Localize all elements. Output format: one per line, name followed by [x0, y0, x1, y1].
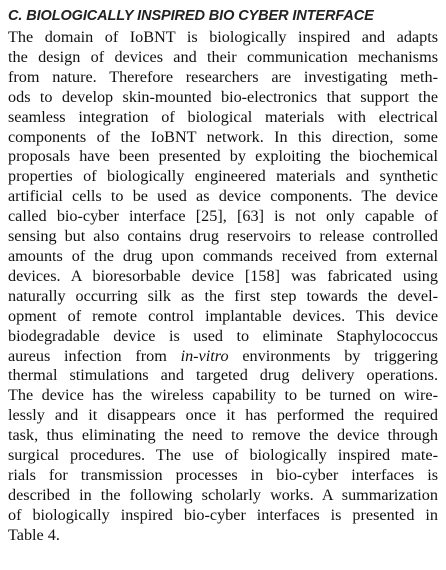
text-line: called bio-cyber interface [25], [63] is not only capable of — [8, 207, 438, 226]
text-line: lessly and it disappears once it has performed the required — [8, 406, 438, 425]
text-line: The domain of IoBNT is biologically inspired and adapts — [8, 28, 438, 46]
text-line: surgical procedures. The use of biologically inspired mate- — [8, 446, 438, 465]
text-line: components of the IoBNT network. In this direction, some — [8, 127, 438, 146]
text-line: the design of devices and their communication mechanisms — [8, 47, 438, 66]
text-line: of biologically inspired bio-cyber interfaces is presented in — [8, 505, 438, 524]
italic-term: in-vitro — [180, 346, 229, 365]
text-line: thermal stimulations and targeted drug delivery operations. — [8, 366, 438, 385]
body-paragraph — [8, 28, 438, 546]
text-line: properties of biologically engineered materials and synthetic — [8, 167, 438, 186]
text-line: described in the following scholarly works. A summarization — [8, 485, 438, 504]
text-line: ods to develop skin-mounted bio-electronics that support the — [8, 87, 438, 106]
text-line: amounts of the drug upon commands received from external — [8, 246, 438, 265]
text-fragment: environments by triggering — [228, 346, 439, 365]
text-line-mixed — [8, 347, 438, 367]
text-line: from nature. Therefore researchers are investigating meth- — [8, 67, 438, 86]
text-line: artificial cells to be used as device components. The device — [8, 187, 438, 206]
text-fragment: aureus infection from — [8, 346, 181, 365]
text-line: rials for transmission processes in bio-cyber interfaces is — [8, 465, 438, 484]
text-line: naturally occurring silk as the first step towards the devel- — [8, 286, 438, 305]
page — [8, 6, 438, 546]
text-line: biodegradable device is used to eliminate Staphylococcus — [8, 326, 438, 345]
text-line: opment of remote control implantable devices. This device — [8, 306, 438, 325]
text-line: sensing but also contains drug reservoirs to release controlled — [8, 227, 438, 246]
section-heading: C. BIOLOGICALLY INSPIRED BIO CYBER INTERFACE — [8, 8, 374, 24]
text-line: The device has the wireless capability to be turned on wire- — [8, 386, 438, 405]
text-line: seamless integration of biological materials with electrical — [8, 107, 438, 126]
text-line: proposals have been presented by exploiting the biochemical — [8, 147, 438, 166]
text-line: task, thus eliminating the need to remove the device through — [8, 426, 438, 445]
text-line: Table 4. — [8, 525, 60, 544]
text-line: devices. A bioresorbable device [158] was fabricated using — [8, 266, 438, 285]
